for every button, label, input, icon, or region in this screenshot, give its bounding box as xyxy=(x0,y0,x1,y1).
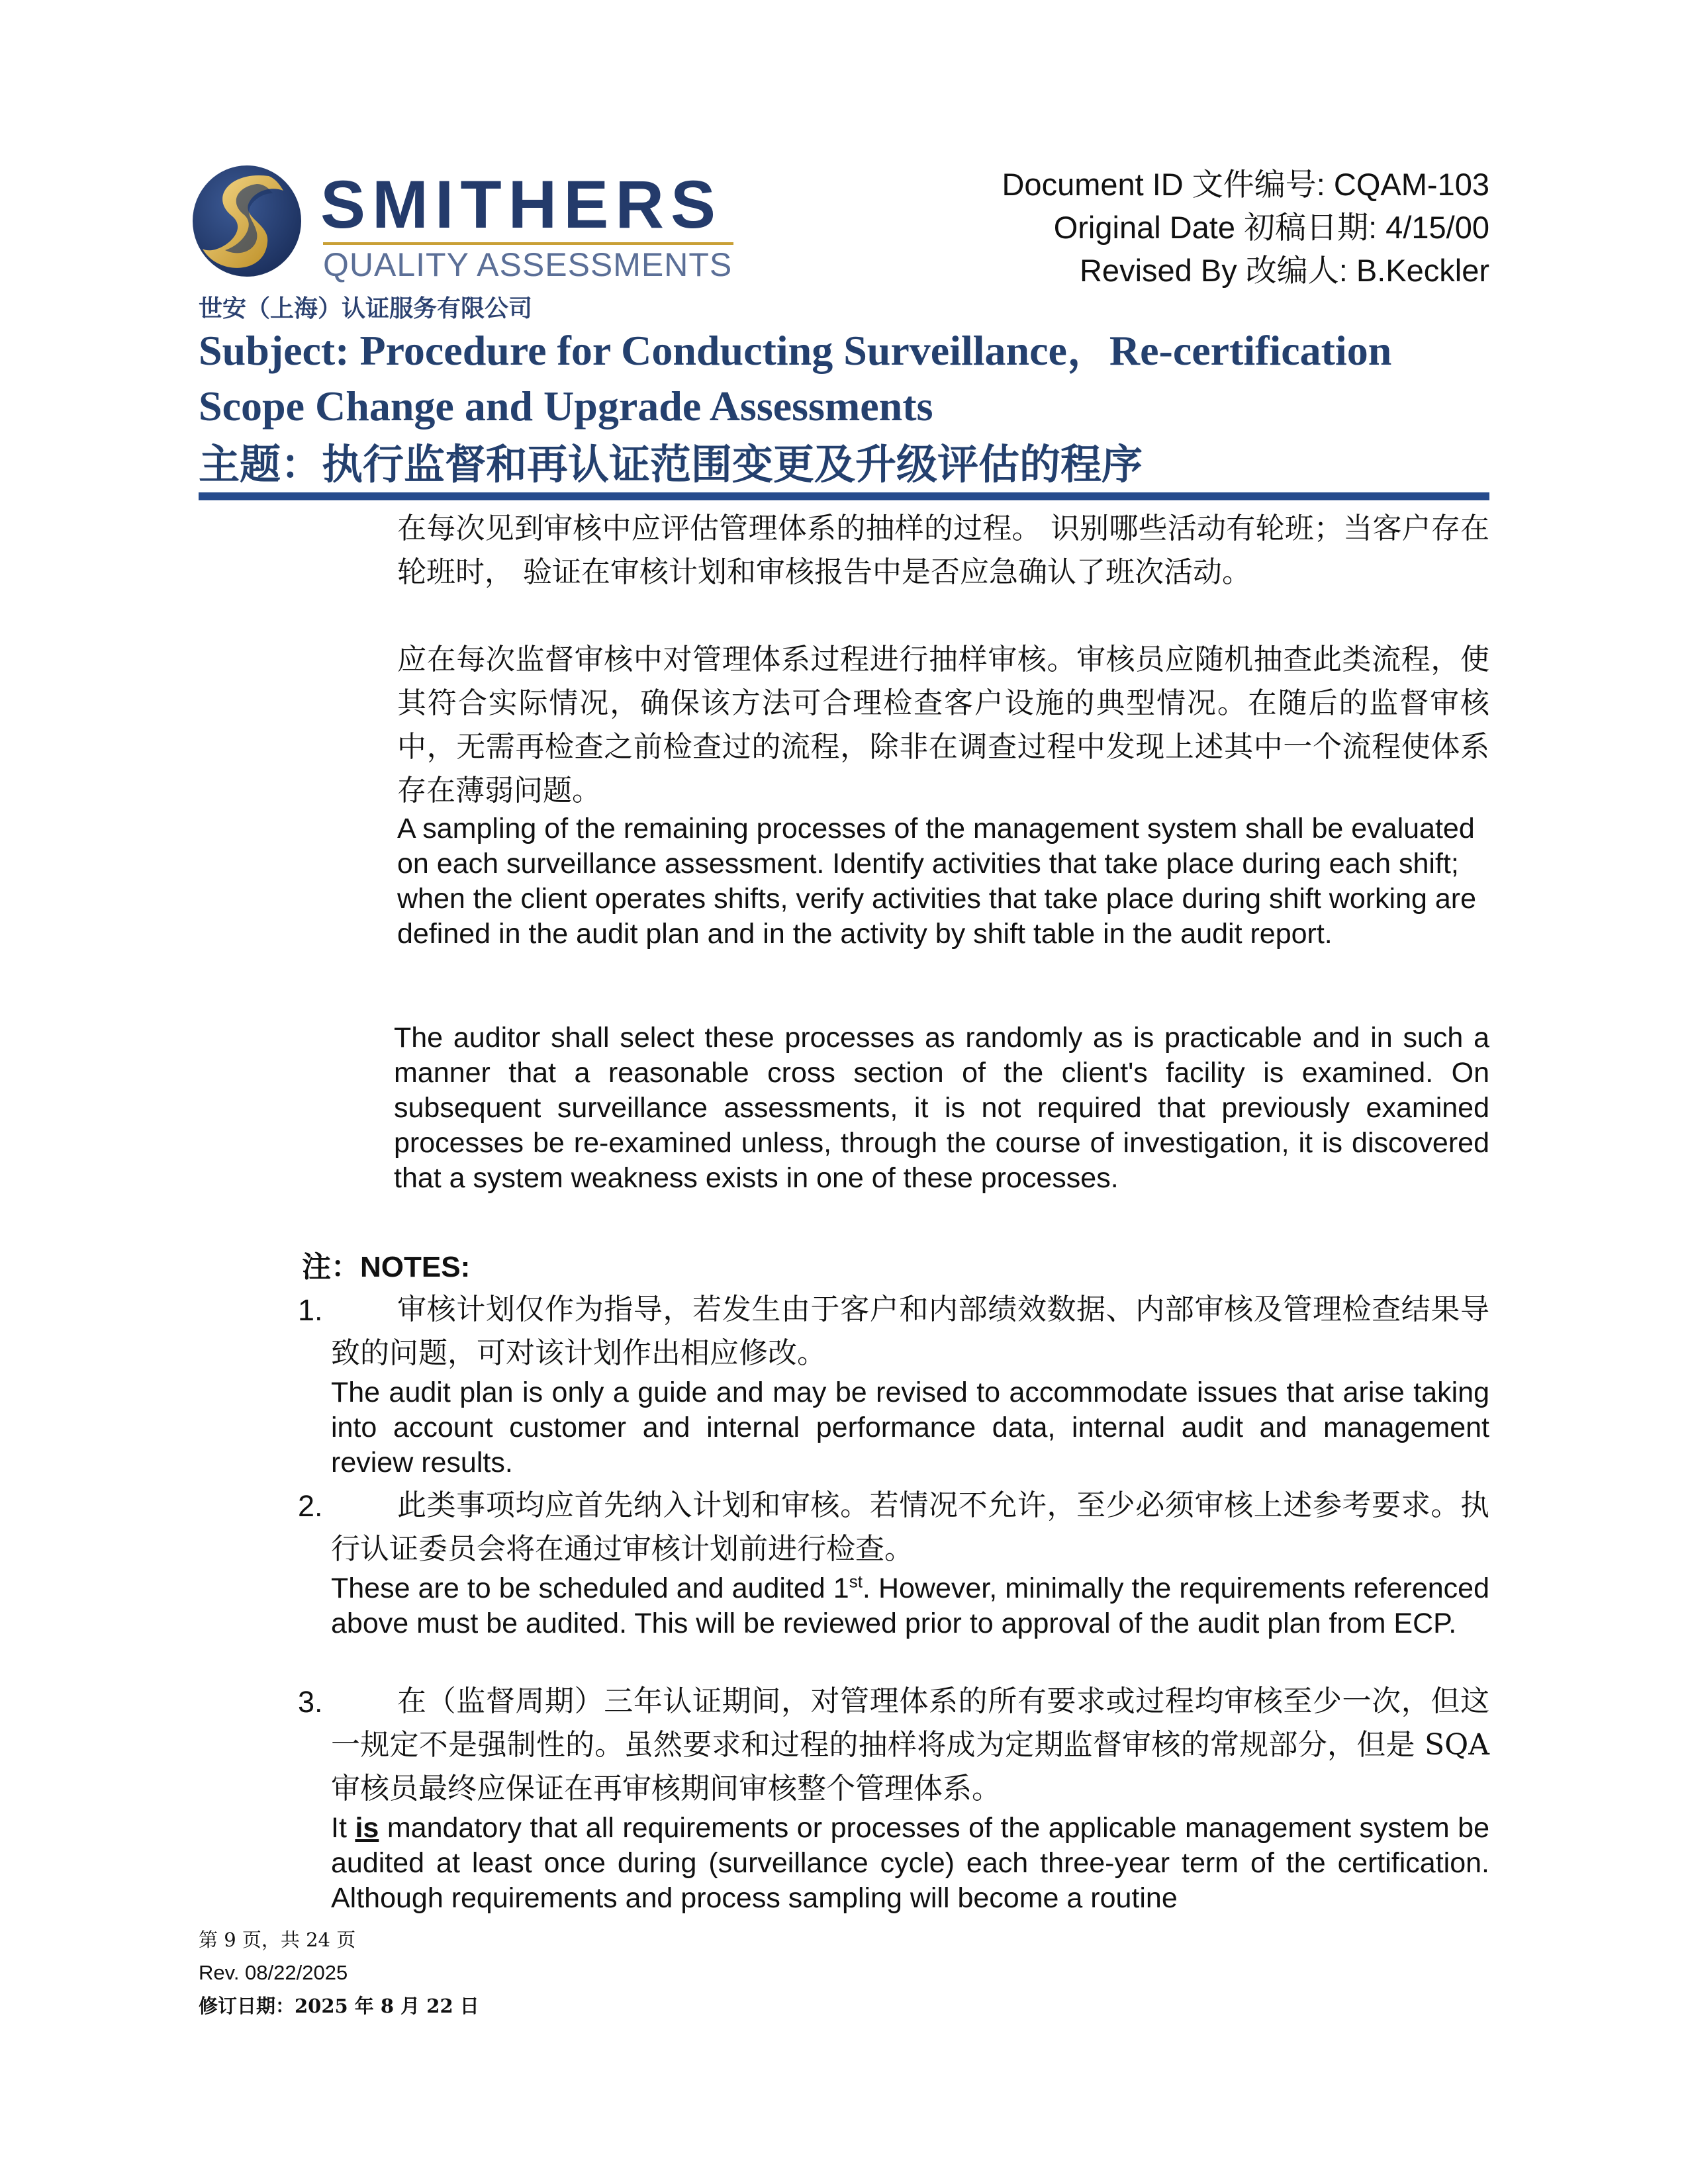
document-info xyxy=(1002,163,1489,292)
note-3-cn: 在（监督周期）三年认证期间，对管理体系的所有要求或过程均审核至少一次，但这一规定不是强制性的。虽然要求和过程的抽样将成为定期监督审核的常规部分，但是 SQA 审核员最终应保证在再审核期间审核整个管理体系。 xyxy=(331,1684,1489,1805)
document-id: Document ID 文件编号: CQAM-103 xyxy=(1002,167,1489,202)
note-3-en xyxy=(331,1811,1489,1916)
notes-heading xyxy=(302,1243,470,1285)
logo-subtitle-text: QUALITY ASSESSMENTS xyxy=(323,246,733,283)
revised-by: Revised By 改编人: B.Keckler xyxy=(1079,253,1489,288)
note-3-en-part1: It xyxy=(331,1812,355,1844)
note-number: 1. xyxy=(298,1293,323,1327)
footer-revision-cn: 修订日期：2025 年 8 月 22 日 xyxy=(199,1995,479,2017)
note-2-en xyxy=(331,1571,1489,1641)
note-2-cn: 此类事项均应首先纳入计划和审核。若情况不允许，至少必须审核上述参考要求。执行认证委员会将在通过审核计划前进行检查。 xyxy=(331,1488,1489,1566)
note-3-en-emphasis: is xyxy=(355,1812,379,1844)
subject-title-cn: 主题：执行监督和再认证范围变更及升级评估的程序 xyxy=(199,440,1143,488)
note-2-en-part1: These are to be scheduled and audited 1 xyxy=(331,1572,849,1604)
note-3-en-part2: mandatory that all requirements or processes of the applicable management system be audited at least once during (surveillance cycle) each three-year term of the certification. Although requirements and process sampling will become a routine xyxy=(331,1812,1490,1914)
page-footer xyxy=(199,1923,479,2023)
company-name-cn: 世安（上海）认证服务有限公司 xyxy=(199,295,533,322)
note-1-en: The audit plan is only a guide and may be revised to accommodate issues that arise taking into account customer and internal performance data, internal audit and management review results. xyxy=(331,1377,1489,1479)
body-paragraph-cn-1: 在每次见到审核中应评估管理体系的抽样的过程。 识别哪些活动有轮班；当客户存在轮班时， 验证在审核计划和审核报告中是否应急确认了班次活动。 xyxy=(397,512,1489,589)
header-rule xyxy=(199,492,1489,500)
smithers-swirl-icon xyxy=(191,164,303,278)
note-number: 2. xyxy=(298,1489,323,1523)
body-paragraph-en-2: The auditor shall select these processes as randomly as is practicable and in such a manner that a reasonable cross section of the client's facility is examined. On subsequent surveillance assessments, it is not required that previously examined processes be re-examined unless, through the course of investigation, it is discovered that a system weakness exists in one of these processes. xyxy=(394,1022,1489,1194)
original-date: Original Date 初稿日期: 4/15/00 xyxy=(1053,210,1489,245)
footer-revision: Rev. 08/22/2025 xyxy=(199,1961,348,1984)
note-number: 3. xyxy=(298,1685,323,1719)
logo-brand-text: SMITHERS xyxy=(320,167,723,242)
notes-heading-cn: 注： xyxy=(302,1250,360,1284)
smithers-logo xyxy=(191,161,740,281)
footer-page-number: 第 9 页，共 24 页 xyxy=(199,1929,356,1951)
body-paragraph-cn-2: 应在每次监督审核中对管理体系过程进行抽样审核。审核员应随机抽查此类流程，使其符合实际情况，确保该方法可合理检查客户设施的典型情况。在随后的监督审核中，无需再检查之前检查过的流程，除非在调查过程中发现上述其中一个流程使体系存在薄弱问题。 xyxy=(397,643,1489,807)
subject-title-en: Subject: Procedure for Conducting Surveillance，Re-certification Scope Change and Upgrade Assessments xyxy=(199,327,1392,430)
body-paragraph-en-1: A sampling of the remaining processes of the management system shall be evaluated on each surveillance assessment. Identify activities that take place during each shift; when the client operates shifts, verify activities that take place during shift working are defined in the audit plan and in the activity by shift table in the audit report. xyxy=(397,813,1477,950)
logo-divider xyxy=(323,242,733,245)
note-2-en-part2: . However, minimally the requirements referenced above must be audited. This will be reviewed prior to approval of the audit plan from ECP. xyxy=(331,1572,1489,1639)
note-2-en-superscript: st xyxy=(849,1571,863,1592)
note-1-cn: 审核计划仅作为指导，若发生由于客户和内部绩效数据、内部审核及管理检查结果导致的问题，可对该计划作出相应修改。 xyxy=(331,1293,1489,1370)
notes-heading-en: NOTES: xyxy=(360,1251,471,1283)
